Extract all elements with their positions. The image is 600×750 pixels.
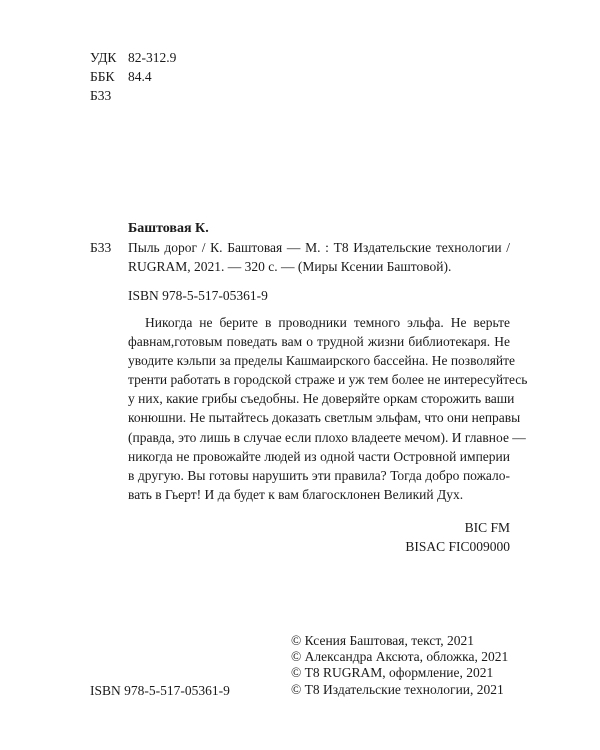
annotation-line: конюшни. Не пытайтесь доказать светлым эльфам, что они неправы: [128, 410, 521, 426]
bbk-row: [90, 67, 176, 86]
bisac-code: BISAC FIC009000: [405, 539, 510, 554]
author-name: Баштовая К.: [128, 221, 209, 236]
annotation-line: в другую. Вы готовы нарушить эти правила? Тогда добро пожало-: [128, 467, 510, 483]
author-mark: Б33: [90, 88, 112, 103]
annotation-line: у них, какие грибы съедобны. Не доверяйте оркам сторожить ваши: [128, 391, 515, 407]
footer-isbn: ISBN 978-5-517-05361-9: [90, 683, 230, 698]
entry-isbn: ISBN 978-5-517-05361-9: [128, 288, 268, 303]
bic-code: BIC FM: [464, 520, 510, 535]
annotation-line: (правда, это лишь в случае если плохо владеете мечом). И главное —: [128, 429, 526, 445]
annotation-line: вать в Гьерт! И да будет к вам благосклонен Великий Дух.: [128, 486, 464, 502]
author-mark-row: [90, 86, 176, 105]
copyright-line: © Ксения Баштовая, текст, 2021: [291, 633, 474, 648]
udk-value: 82-312.9: [128, 50, 177, 65]
classification-codes: [90, 48, 176, 105]
copyright-line: © Т8 Издательские технологии, 2021: [291, 681, 504, 697]
annotation-line: Никогда не берите в проводники темного эльфа. Не верьте: [145, 315, 510, 330]
annotation-line: тренти работать в городской страже и уж тем более не интересуйтесь: [128, 372, 528, 388]
bbk-label: ББК: [90, 69, 115, 84]
udk-row: [90, 48, 176, 67]
entry-description: Пыль дорог / К. Баштовая — М. : Т8 Издательские технологии / RUGRAM, 2021. — 320 с. — (Миры Ксении Баштовой).: [128, 240, 510, 274]
entry-code: Б33: [90, 240, 112, 255]
annotation-line: никогда не провожайте людей из одной части Островной империи: [128, 448, 510, 464]
bibliographic-entry: [90, 238, 510, 276]
annotation-line: уводите кэльпи за пределы Кашмаирского бассейна. Не позволяйте: [128, 353, 516, 369]
annotation: [128, 313, 528, 504]
copyright-notices: [291, 633, 508, 698]
copyright-line: © Т8 RUGRAM, оформление, 2021: [291, 665, 494, 681]
udk-label: УДК: [90, 50, 117, 65]
annotation-line: фавнам,готовым поведать вам о трудной жизни библиотекаря. Не: [128, 334, 510, 350]
copyright-line: © Александра Аксюта, обложка, 2021: [291, 649, 509, 665]
bbk-value: 84.4: [128, 69, 152, 84]
subject-codes: [405, 518, 510, 556]
